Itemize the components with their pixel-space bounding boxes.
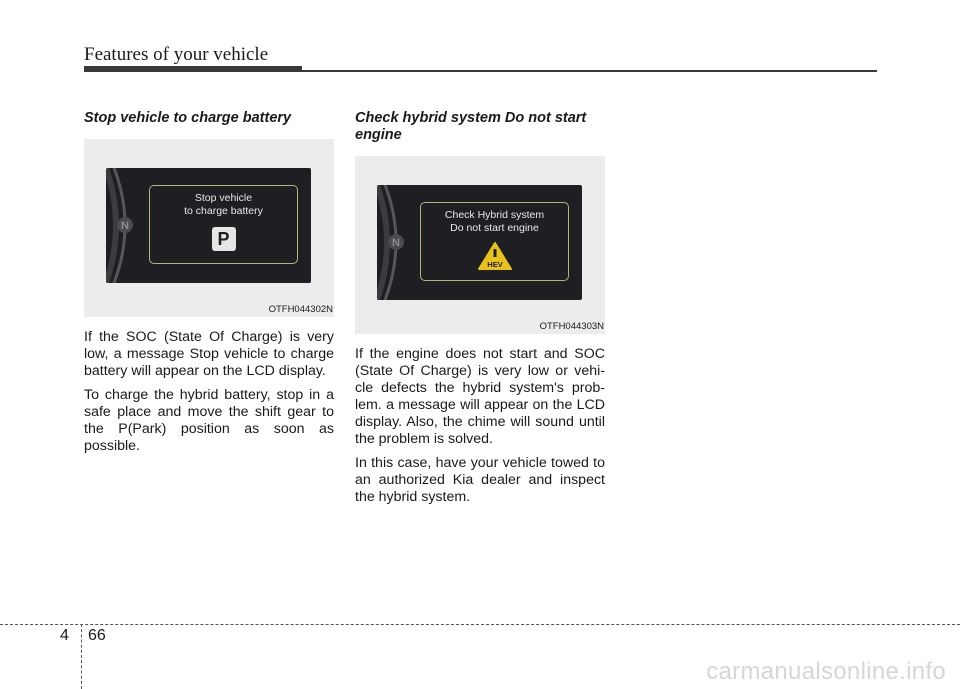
header-accent-bar <box>84 66 302 72</box>
figure-check-hybrid <box>355 156 605 334</box>
figure-code: OTFH044303N <box>539 321 604 332</box>
header-rule <box>302 70 877 72</box>
svg-text:N: N <box>121 220 129 232</box>
paragraph: If the engine does not start and SOC (State Of Charge) is very low or vehi-cle defects the hybrid system's prob-lem. a message will appear on the LCD display. Also, the chime will sound until the problem is solved. <box>355 346 605 447</box>
warning-triangle-icon <box>477 241 513 271</box>
left-column <box>84 110 334 462</box>
footer-rule <box>0 624 960 625</box>
lcd-display <box>377 185 582 300</box>
figure-code: OTFH044302N <box>268 304 333 315</box>
lcd-message-line1: Stop vehicle <box>194 192 253 204</box>
section-heading-check-hybrid: Check hybrid system Do not start engine <box>355 110 587 143</box>
lcd-message-line2: Do not start engine <box>450 222 539 234</box>
page-header-title: Features of your vehicle <box>84 44 269 65</box>
lcd-message-panel <box>420 202 569 281</box>
watermark: carmanualsonline.info <box>706 658 946 685</box>
right-column <box>355 110 605 513</box>
section-heading-stop-vehicle: Stop vehicle to charge battery <box>84 110 292 126</box>
gauge-dial-icon <box>106 168 140 283</box>
page-number: 66 <box>88 627 106 644</box>
lcd-message-line1: Check Hybrid system <box>444 209 545 221</box>
footer-divider <box>81 624 82 689</box>
paragraph: If the SOC (State Of Charge) is very low, a message Stop vehicle to charge battery will appear on the LCD display. <box>84 329 334 379</box>
paragraph: In this case, have your vehicle towed to an authorized Kia dealer and inspect the hybrid system. <box>355 455 605 505</box>
svg-text:N: N <box>392 237 400 249</box>
park-gear-icon: P <box>212 227 236 251</box>
paragraph: To charge the hybrid battery, stop in a safe place and move the shift gear to the P(Park) position as soon as possible. <box>84 387 334 454</box>
figure-stop-vehicle <box>84 139 334 317</box>
warning-label: HEV <box>486 260 503 269</box>
lcd-message-line2: to charge battery <box>184 205 263 217</box>
lcd-message-panel <box>149 185 298 264</box>
gauge-dial-icon <box>377 185 411 300</box>
lcd-display <box>106 168 311 283</box>
chapter-number: 4 <box>60 627 69 644</box>
